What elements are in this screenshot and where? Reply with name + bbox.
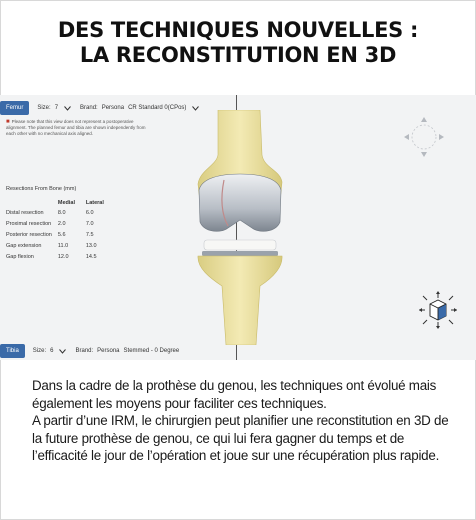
table-row <box>6 251 114 262</box>
resections-title: Resections From Bone (mm) <box>6 186 77 192</box>
tibia-size-select[interactable]: 6 <box>50 348 54 354</box>
table-cell: Proximal resection <box>6 220 52 227</box>
navigation-ring-icon[interactable] <box>402 115 446 159</box>
alignment-warning <box>6 119 146 137</box>
tibia-tab[interactable]: Tibia <box>0 344 25 358</box>
table-row <box>6 207 114 218</box>
table-cell: 12.0 <box>57 253 69 260</box>
body-paragraph-1: Dans la cadre de la prothèse du genou, les techniques ont évolué mais également les moyens pour faciliter ces techniques. <box>32 378 437 411</box>
table-header: Medial <box>57 199 75 206</box>
table-cell: 11.0 <box>57 242 69 249</box>
table-cell: Posterior resection <box>6 231 52 238</box>
warning-text: Please note that this view does not represent a postoperative alignment. The planned femur and tibia are shown independently from each other with no mechanical axis aligned. <box>6 119 146 136</box>
femur-tab[interactable]: Femur <box>0 101 29 115</box>
table-cell: 5.6 <box>57 231 66 238</box>
tibia-bone <box>198 256 282 345</box>
table-header-row <box>6 198 114 207</box>
resections-table <box>6 198 114 262</box>
table-cell: 13.0 <box>85 242 97 249</box>
table-header: Lateral <box>85 199 104 206</box>
tibia-component-select[interactable]: Stemmed - 0 Degree <box>123 348 180 354</box>
femur-toolbar <box>0 99 220 117</box>
table-cell: 7.5 <box>85 231 94 238</box>
tibial-tray <box>202 251 278 256</box>
table-row <box>6 240 114 251</box>
table-cell: Gap flexion <box>6 253 34 260</box>
table-cell: 7.0 <box>85 220 94 227</box>
femur-brand-value: Persona <box>101 105 125 111</box>
chevron-down-icon[interactable] <box>57 346 67 356</box>
article-body <box>32 377 452 465</box>
femoral-implant <box>199 174 281 231</box>
table-cell: 14.5 <box>85 253 97 260</box>
headline-line-2: LA RECONSTITUTION EN 3D <box>79 43 397 67</box>
brand-label: Brand: <box>75 348 94 354</box>
femur-size-select[interactable]: 7 <box>54 105 59 111</box>
table-cell: 6.0 <box>85 209 94 216</box>
knee-3d-model[interactable] <box>190 110 290 345</box>
table-cell: Distal resection <box>6 209 44 216</box>
tibia-toolbar <box>0 342 220 360</box>
table-cell: Gap extension <box>6 242 42 249</box>
tibial-insert <box>204 240 276 250</box>
femur-component-select[interactable]: CR Standard 0(CPos) <box>128 105 187 111</box>
chevron-down-icon[interactable] <box>62 103 72 113</box>
view-cube-icon[interactable] <box>415 290 461 330</box>
planning-software-screenshot <box>0 95 476 360</box>
size-label: Size: <box>32 348 47 354</box>
tibia-brand-value: Persona <box>97 348 120 354</box>
table-row <box>6 229 114 240</box>
size-label: Size: <box>37 105 51 111</box>
brand-label: Brand: <box>80 105 98 111</box>
table-cell: 2.0 <box>57 220 66 227</box>
headline-line-1: DES TECHNIQUES NOUVELLES : <box>57 18 419 42</box>
article-headline <box>0 18 476 68</box>
table-header <box>6 198 58 207</box>
table-cell: 8.0 <box>57 209 66 216</box>
body-paragraph-2: A partir d’une IRM, le chirurgien peut planifier une reconstitution en 3D de la future prothèse de genou, ce qui lui fera gagner du temps et de l’efficacité le jour de l’opération et joue sur une récupération plus rapide. <box>32 413 449 463</box>
table-row <box>6 218 114 229</box>
warning-icon: ■ <box>6 119 10 125</box>
